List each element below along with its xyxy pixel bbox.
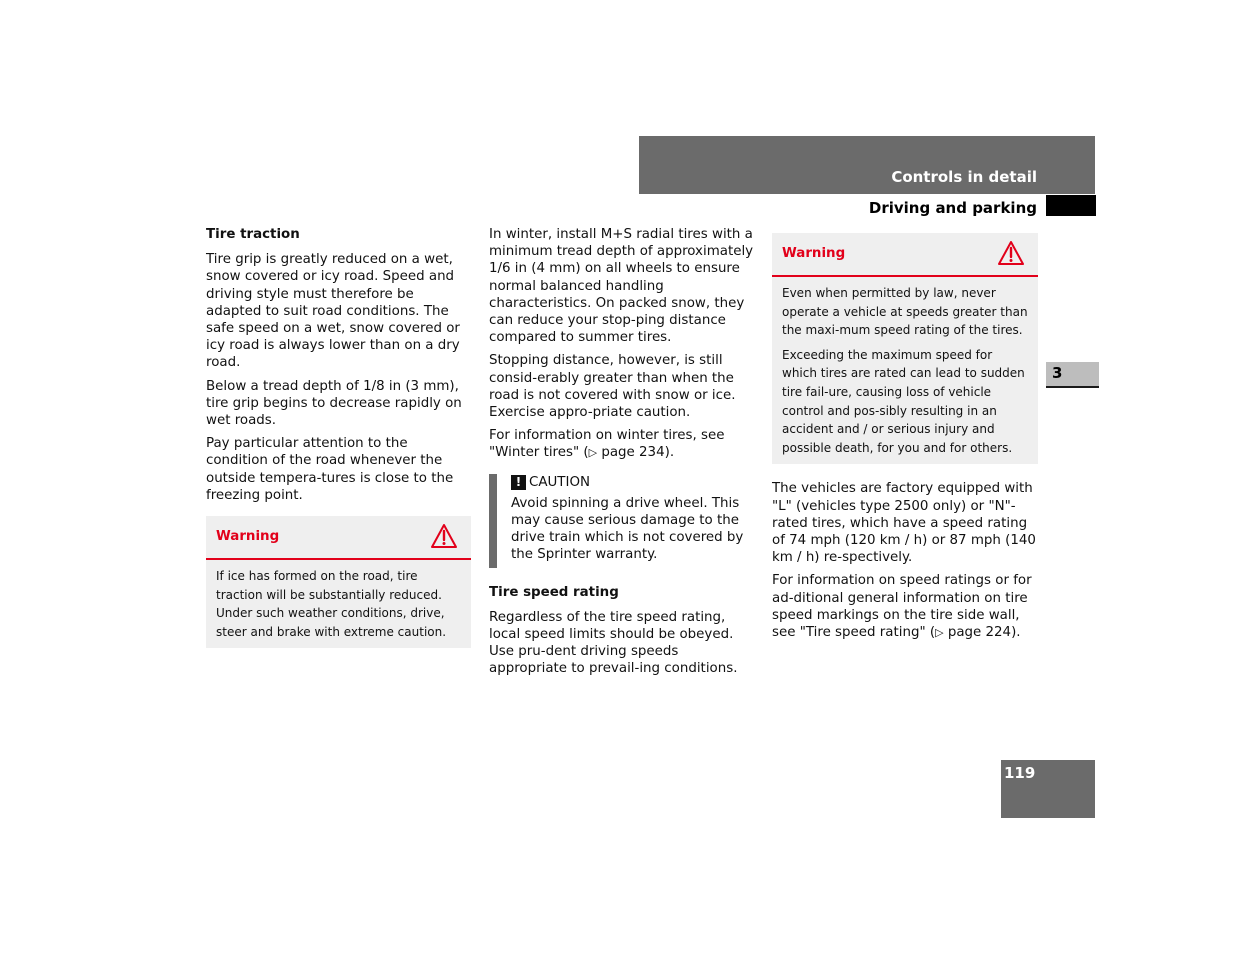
page-reference-triangle-icon: ▷ [588,446,598,460]
heading-tire-traction: Tire traction [206,227,300,242]
paragraph: Below a tread depth of 1/8 in (3 mm), tire grip begins to decrease rapidly on wet roads. [206,378,462,429]
speed-rating-reference: For information on speed ratings or for ad-ditional general information on tire speed markings on the tire side wall, see "Tire speed rating" (▷ page 224). [772,573,1032,640]
warning-header [772,233,1038,277]
warning-triangle-icon [997,240,1025,266]
warning-text: Exceeding the maximum speed for which tires are rated can lead to sudden tire fail-ure, causing loss of vehicle control and pos-sibly resulting in an accident and / or serious injury and possible death, for you and for others. [782,347,1025,455]
warning-box [772,233,1038,464]
warning-text: Even when permitted by law, never operate a vehicle at speeds greater than the maxi-mum speed rating of the tires. [782,286,1028,338]
warning-body [772,277,1038,464]
column-middle [489,226,756,684]
warning-label: Warning [782,246,846,261]
warning-body [206,560,471,648]
paragraph: Stopping distance, however, is still consid-erably greater than when the road is not covered with snow or ice. Exercise appro-priate caution. [489,353,736,421]
caution-title: CAUTION [529,474,590,490]
warning-box [206,516,471,648]
warning-header [206,516,471,560]
warning-triangle-icon [430,523,458,549]
column-left [206,226,471,648]
warning-label: Warning [216,529,280,545]
caution-box [489,474,756,564]
paragraph: Regardless of the tire speed rating, local speed limits should be obeyed. Use pru-dent driving speeds appropriate to prevail-ing conditions. [489,609,738,677]
chapter-number: 3 [1052,364,1063,382]
section-title: Controls in detail [891,168,1037,186]
caution-exclamation-icon: ! [511,475,526,490]
header-tab-marker [1046,195,1096,216]
paragraph: Tire grip is greatly reduced on a wet, snow covered or icy road. Speed and driving style must therefore be adapted to suit road conditions. The safe speed on a wet, snow covered or icy road is always lower than on a dry road. [206,252,460,371]
paragraph: Pay particular attention to the condition of the road whenever the outside tempera-tures is close to the freezing point. [206,436,454,503]
warning-text: If ice has formed on the road, tire traction will be substantially reduced. Under such weather conditions, drive, steer and brake with extreme caution. [216,569,447,639]
column-right [772,233,1038,647]
paragraph: The vehicles are factory equipped with "L" (vehicles type 2500 only) or "N"-rated tires, which have a speed rating of 74 mph (120 km / h) or 87 mph (140 km / h) re-spectively. [772,481,1036,566]
page-reference-triangle-icon: ▷ [935,625,944,639]
winter-tires-reference: For information on winter tires, see "Winter tires" (▷ page 234). [489,428,725,461]
caution-bar [489,474,497,568]
paragraph: In winter, install M+S radial tires with a minimum tread depth of approximately 1/6 in (4 mm) on all wheels to ensure normal balanced handling characteristics. On packed snow, they can reduce your stop-ping distance compared to summer tires. [489,227,754,346]
caution-text: Avoid spinning a drive wheel. This may cause serious damage to the drive train which is not covered by the Sprinter warranty. [511,495,744,563]
page-number: 119 [1004,764,1036,782]
heading-tire-speed-rating: Tire speed rating [489,584,619,600]
section-subtitle: Driving and parking [868,199,1037,217]
